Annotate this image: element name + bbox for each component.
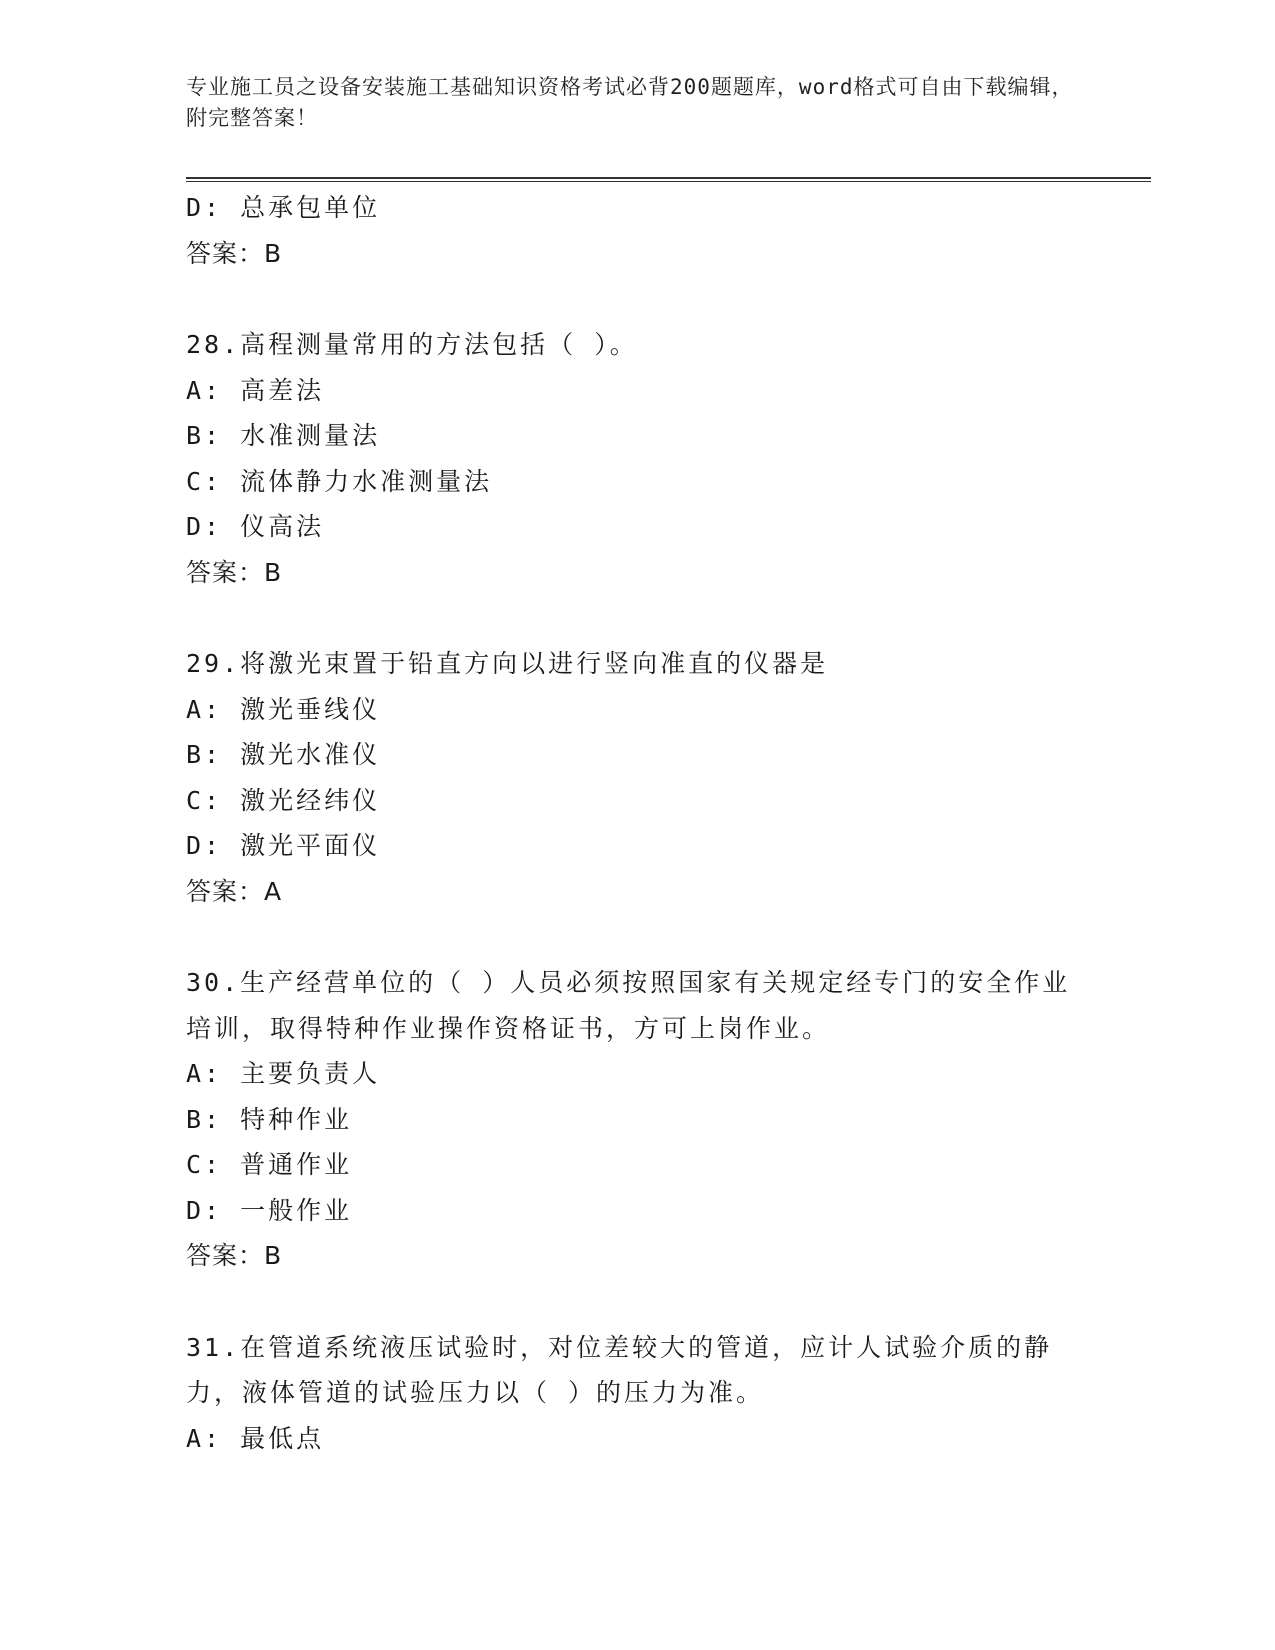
option-a: A: 高差法 (186, 375, 325, 405)
option-c: C: 普通作业 (186, 1150, 353, 1179)
option-a: A: 主要负责人 (186, 1059, 381, 1088)
question-30 (186, 960, 1091, 1279)
option-d: D: 总承包单位 (186, 193, 381, 222)
question-stem: 31.在管道系统液压试验时，对位差较大的管道，应计人试验介质的静力，液体管道的试验压力以（ ）的压力为准。 (186, 1332, 1053, 1407)
option-a: A: 最低点 (186, 1423, 325, 1453)
question-31 (186, 1325, 1091, 1462)
question-stem: 30.生产经营单位的（ ）人员必须按照国家有关规定经专门的安全作业培训，取得特种作业操作资格证书，方可上岗作业。 (186, 968, 1071, 1043)
answer: 答案：B (186, 238, 283, 268)
answer: 答案：B (186, 1241, 283, 1270)
option-a: A: 激光垂线仪 (186, 694, 381, 724)
answer: 答案：B (186, 557, 283, 587)
question-29 (186, 641, 1091, 914)
option-c: C: 激光经纬仪 (186, 785, 381, 815)
option-d: D: 一般作业 (186, 1195, 353, 1225)
option-c: C: 流体静力水准测量法 (186, 466, 493, 496)
answer: 答案：A (186, 876, 283, 906)
question-28 (186, 322, 1091, 595)
option-b: B: 特种作业 (186, 1104, 353, 1134)
option-b: B: 激光水准仪 (186, 740, 381, 769)
option-d: D: 激光平面仪 (186, 831, 381, 860)
document-header: 专业施工员之设备安装施工基础知识资格考试必背200题题库，word格式可自由下载编辑，附完整答案！ (186, 75, 1074, 130)
document-body (186, 185, 1091, 1461)
header-divider (186, 177, 1151, 182)
question-stem: 29.将激光束置于铅直方向以进行竖向准直的仪器是 (186, 649, 829, 678)
option-b: B: 水准测量法 (186, 421, 381, 450)
option-d: D: 仪高法 (186, 512, 325, 541)
question-stem: 28.高程测量常用的方法包括（ ）。 (186, 330, 638, 359)
